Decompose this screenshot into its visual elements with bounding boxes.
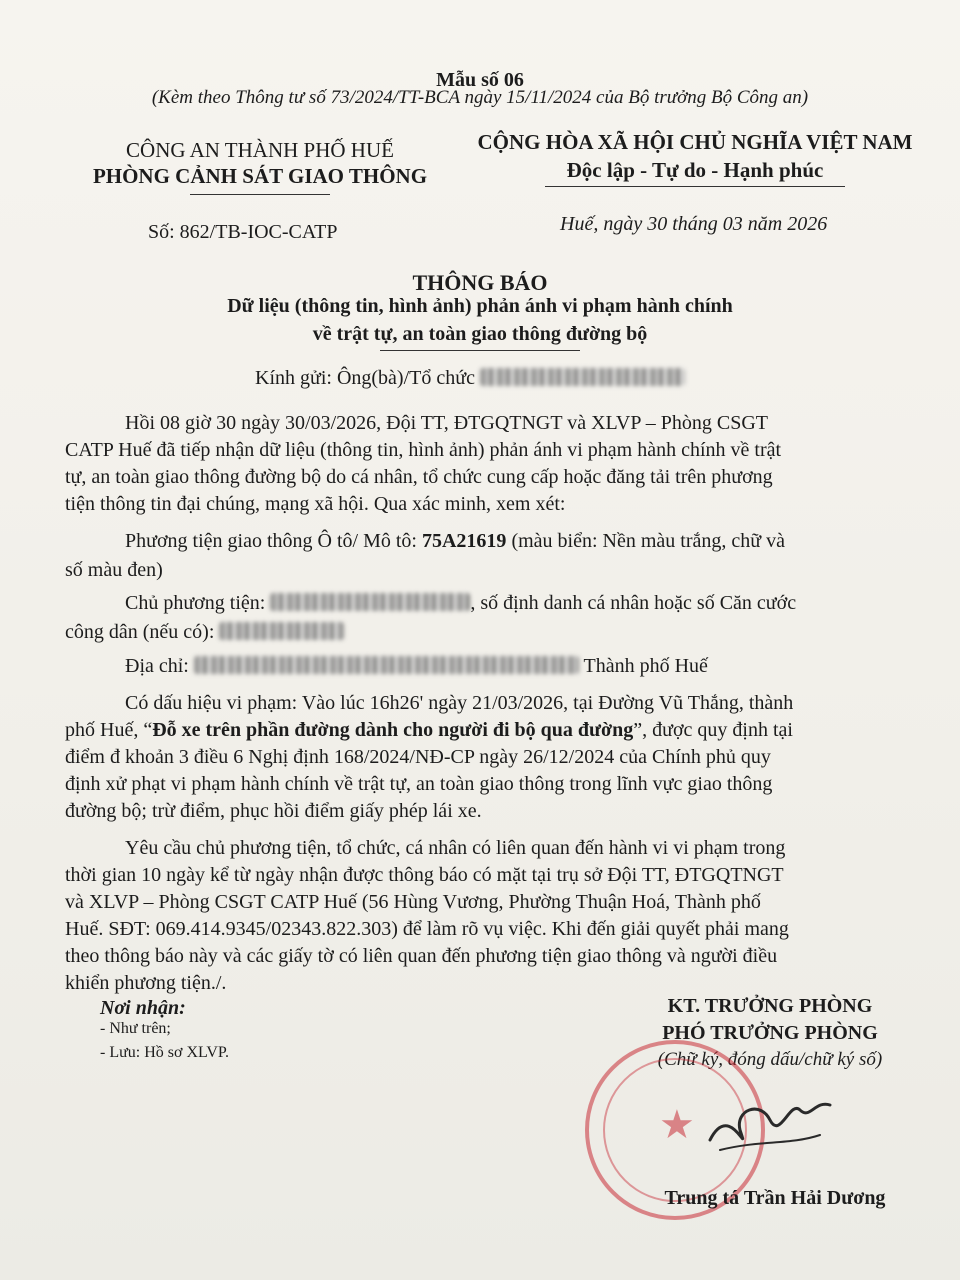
request-line2: thời gian 10 ngày kể từ ngày nhận được thông báo có mặt tại trụ sở Đội TT, ĐTGQTNGT: [65, 864, 784, 886]
notice-subtitle-2: về trật tự, an toàn giao thông đường bộ: [312, 323, 648, 345]
violation-line5: đường bộ; trừ điểm, phục hồi điểm giấy phép lái xe.: [65, 800, 482, 822]
violation-line2: [65, 720, 793, 740]
owner-id-label-2: công dân (nếu có):: [65, 621, 220, 643]
redacted-owner-name: [270, 593, 470, 611]
owner-label: Chủ phương tiện:: [125, 592, 271, 614]
owner-line: [125, 593, 796, 613]
title-underline: [380, 350, 580, 351]
violation-line1: Có dấu hiệu vi phạm: Vào lúc 16h26' ngày 21/03/2026, tại Đường Vũ Thắng, thành: [125, 692, 794, 714]
paragraph1-line2: CATP Huế đã tiếp nhận dữ liệu (thông tin, hình ảnh) phản ánh vi phạm hành chính về trật: [65, 439, 782, 461]
recipients-item-1: - Như trên;: [100, 1020, 171, 1037]
owner-line2: [65, 622, 344, 642]
vehicle-line: [125, 531, 785, 551]
vehicle-label: Phương tiện giao thông Ô tô/ Mô tô:: [125, 530, 422, 552]
notice-title: THÔNG BÁO: [412, 270, 548, 295]
request-line5: theo thông báo này và các giấy tờ có liên quan đến phương tiện giao thông và người điều: [65, 945, 778, 967]
request-line1: Yêu cầu chủ phương tiện, tổ chức, cá nhân có liên quan đến hành vi vi phạm trong: [125, 837, 786, 859]
seal-star-icon: ★: [659, 1102, 695, 1148]
signer-title-1: KT. TRƯỞNG PHÒNG: [667, 995, 873, 1017]
request-line6: khiển phương tiện./.: [65, 972, 227, 994]
vehicle-plate-color: (màu biển: Nền màu trắng, chữ và: [506, 530, 785, 552]
signer-title-2: PHÓ TRƯỞNG PHÒNG: [662, 1022, 878, 1044]
place-date: Huế, ngày 30 tháng 03 năm 2026: [560, 213, 828, 235]
redacted-owner-id: [219, 622, 344, 640]
violation-description: Đỗ xe trên phần đường dành cho người đi bộ qua đường: [152, 719, 634, 741]
country-line1: CỘNG HÒA XÃ HỘI CHỦ NGHĨA VIỆT NAM: [477, 130, 913, 154]
redacted-address: [194, 656, 579, 674]
recipient-label: Kính gửi: Ông(bà)/Tổ chức: [255, 367, 475, 389]
form-attached-note: (Kèm theo Thông tư số 73/2024/TT-BCA ngày 15/11/2024 của Bộ trưởng Bộ Công an): [151, 87, 809, 108]
address-city: Thành phố Huế: [578, 655, 708, 677]
paragraph1-line4: tiện thông tin đại chúng, mạng xã hội. Qua xác minh, xem xét:: [65, 493, 566, 515]
owner-id-label: , số định danh cá nhân hoặc số Căn cước: [470, 592, 797, 614]
violation-place: phố Huế, “: [65, 719, 153, 741]
country-underline: [545, 186, 845, 187]
country-line2: Độc lập - Tự do - Hạnh phúc: [566, 158, 824, 182]
handwritten-signature: [700, 1080, 840, 1170]
form-number: Mẫu số 06: [436, 69, 524, 91]
recipients-title: Nơi nhận:: [100, 997, 186, 1019]
violation-regulated: ”, được quy định tại: [633, 719, 793, 741]
agency-line1: CÔNG AN THÀNH PHỐ HUẾ: [126, 138, 394, 162]
agency-line2: PHÒNG CẢNH SÁT GIAO THÔNG: [92, 164, 428, 188]
agency-underline: [190, 194, 330, 195]
document-number: Số: 862/TB-IOC-CATP: [148, 221, 338, 243]
address-label: Địa chỉ:: [125, 655, 194, 677]
recipient-line: [255, 368, 685, 388]
violation-line3: điểm đ khoản 3 điều 6 Nghị định 168/2024/NĐ-CP ngày 26/12/2024 của Chính phủ quy: [65, 746, 771, 768]
request-line4: Huế. SĐT: 069.414.9345/02343.822.303) để làm rõ vụ việc. Khi đến giải quyết phải mang: [65, 918, 789, 940]
vehicle-line2: số màu đen): [65, 559, 163, 581]
signature-note: (Chữ ký, đóng dấu/chữ ký số): [657, 1049, 883, 1070]
signer-name: Trung tá Trần Hải Dương: [664, 1187, 886, 1209]
redacted-recipient-name: [480, 368, 685, 386]
recipients-item-2: - Lưu: Hồ sơ XLVP.: [100, 1044, 229, 1061]
paragraph1-line1: Hồi 08 giờ 30 ngày 30/03/2026, Đội TT, ĐTGQTNGT và XLVP – Phòng CSGT: [125, 412, 768, 434]
notice-subtitle-1: Dữ liệu (thông tin, hình ảnh) phản ánh vi phạm hành chính: [227, 295, 733, 317]
violation-line4: định xử phạt vi phạm hành chính về trật tự, an toàn giao thông trong lĩnh vực giao thông: [65, 773, 773, 795]
paragraph1-line3: tự, an toàn giao thông đường bộ do cá nhân, tổ chức cung cấp hoặc đăng tải trên phương: [65, 466, 773, 488]
request-line3: và XLVP – Phòng CSGT CATP Huế (56 Hùng Vương, Phường Thuận Hoá, Thành phố: [65, 891, 761, 913]
address-line: [125, 656, 708, 676]
license-plate: 75A21619: [421, 530, 507, 552]
